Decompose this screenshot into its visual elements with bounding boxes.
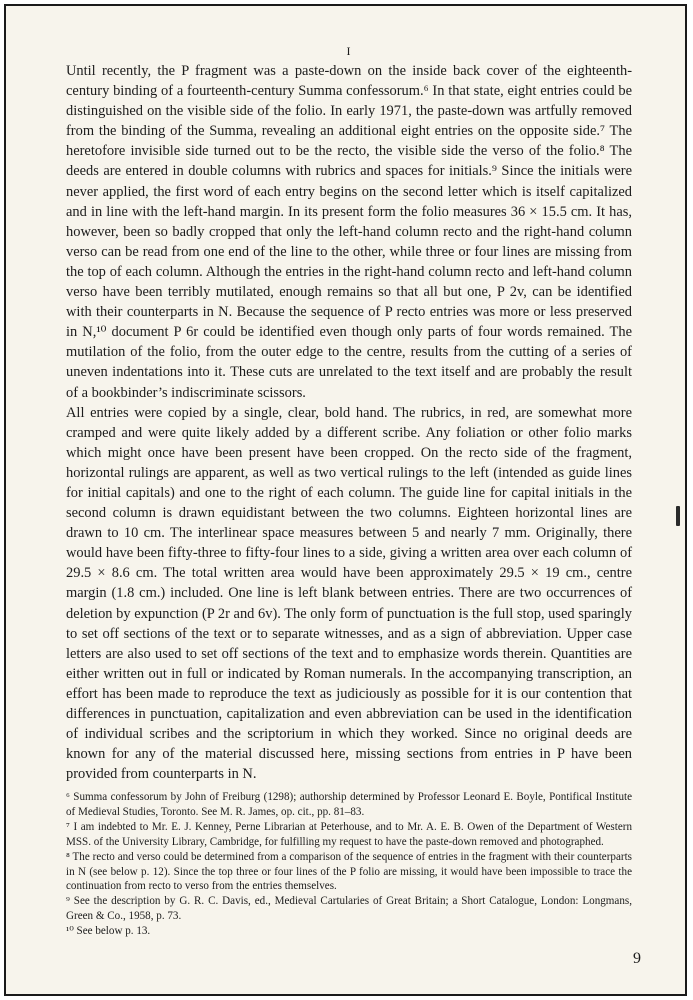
section-number: I [346,44,352,58]
page-edge-mark [676,506,680,526]
page [4,4,687,996]
footnote-8: ⁸ The recto and verso could be determined from a comparison of the sequence of entries in the fragment with their counterparts in N (see below p. 12). Since the top three or four lines of the P folio are missing, it would have been impossible to trace the continuation from recto to verso from the entries themselves. [66,850,632,893]
footnote-7: ⁷ I am indebted to Mr. E. J. Kenney, Perne Librarian at Peterhouse, and to Mr. A. E. B. Owen of the Department of Western MSS. of the University Library, Cambridge, for fulfilling my request to have the paste-down removed and photographed. [66,821,632,848]
page-content [66,44,632,939]
footnote-6: ⁶ Summa confessorum by John of Freiburg (1298); authorship determined by Professor Leonard E. Boyle, Pontifical Institute of Medieval Studies, Toronto. See M. R. James, op. cit., pp. 81–83. [66,791,632,819]
footnote-10: ¹⁰ See below p. 13. [66,924,151,937]
page-number: 9 [633,950,641,967]
footnotes [66,790,632,938]
paragraph-2: All entries were copied by a single, clear, bold hand. The rubrics, in red, are somewhat more cramped and were quite likely added by a different scribe. Any foliation or other folio marks which might once have been present have been cropped. On the recto side of the fragment, horizontal rulings are apparent, as well as two vertical rulings to the left (intended as guide lines for initial capitals) and one to the right of each column. The guide line for capital initials in the second column is drawn equidistant between the two columns. Eighteen horizontal lines are drawn to 10 cm. The interlinear space measures between 5 and nearly 7 mm. Originally, there would have been fifty-three to fifty-four lines to a side, giving a written area over each column of 29.5 × 8.6 cm. The total written area would have been approximately 29.5 × 19 cm., centre margin (1.8 cm.) included. One line is left blank between entries. There are two occurrences of deletion by expunction (P 2r and 6v). The only form of punctuation is the full stop, used sparingly to set off sections of the text or to separate witnesses, and as a sign of abbreviation. Upper case letters are also used to set off sections of the text and to emphasize words therein. Quantities are either written out in full or indicated by Roman numerals. In the accompanying transcription, an effort has been made to reproduce the text as judiciously as possible for it is our contention that differences in punctuation, capitalization and even abbreviation can be used in the identification of individual scribes and the scriptorium in which they worked. Since no original deeds are known for any of the material discussed here, missing sections from entries in P have been provided from counterparts in N. [66,404,632,783]
body-text [66,61,632,784]
footnote-9: ⁹ See the description by G. R. C. Davis, ed., Medieval Cartularies of Great Britain; a Short Catalogue, London: Longmans, Green & Co., 1958, p. 73. [66,895,632,923]
paragraph-1: Until recently, the P fragment was a paste-down on the inside back cover of the eighteenth-century binding of a fourteenth-century Summa confessorum.⁶ In that state, eight entries could be distinguished on the visible side of the folio. In early 1971, the paste-down was artfully removed from the binding of the Summa, revealing an additional eight entries on the opposite side.⁷ The heretofore invisible side turned out to be the recto, the visible side the verso of the folio.⁸ The deeds are entered in double columns with rubrics and spaces for initials.⁹ Since the initials were never applied, the first word of each entry begins on the second letter which is itself capitalized and in line with the left-hand margin. In its present form the folio measures 36 × 15.5 cm. It has, however, been so badly cropped that only the left-hand column recto and the right-hand column verso can be read from one end of the line to the other, while three or four lines are missing from the top of each column. Although the entries in the right-hand column recto and left-hand column verso have been terribly mutilated, enough remains so that all but one, P 2v, can be identified with their counterparts in N. Because the sequence of P recto entries was more or less preserved in N,¹⁰ document P 6r could be identified even though only parts of four words remained. The mutilation of the folio, from the outer edge to the centre, results from the cutting of a series of uneven indentations into it. These cuts are unrelated to the text itself and are probably the result of a bookbinder’s indiscriminate scissors. [66,63,632,401]
